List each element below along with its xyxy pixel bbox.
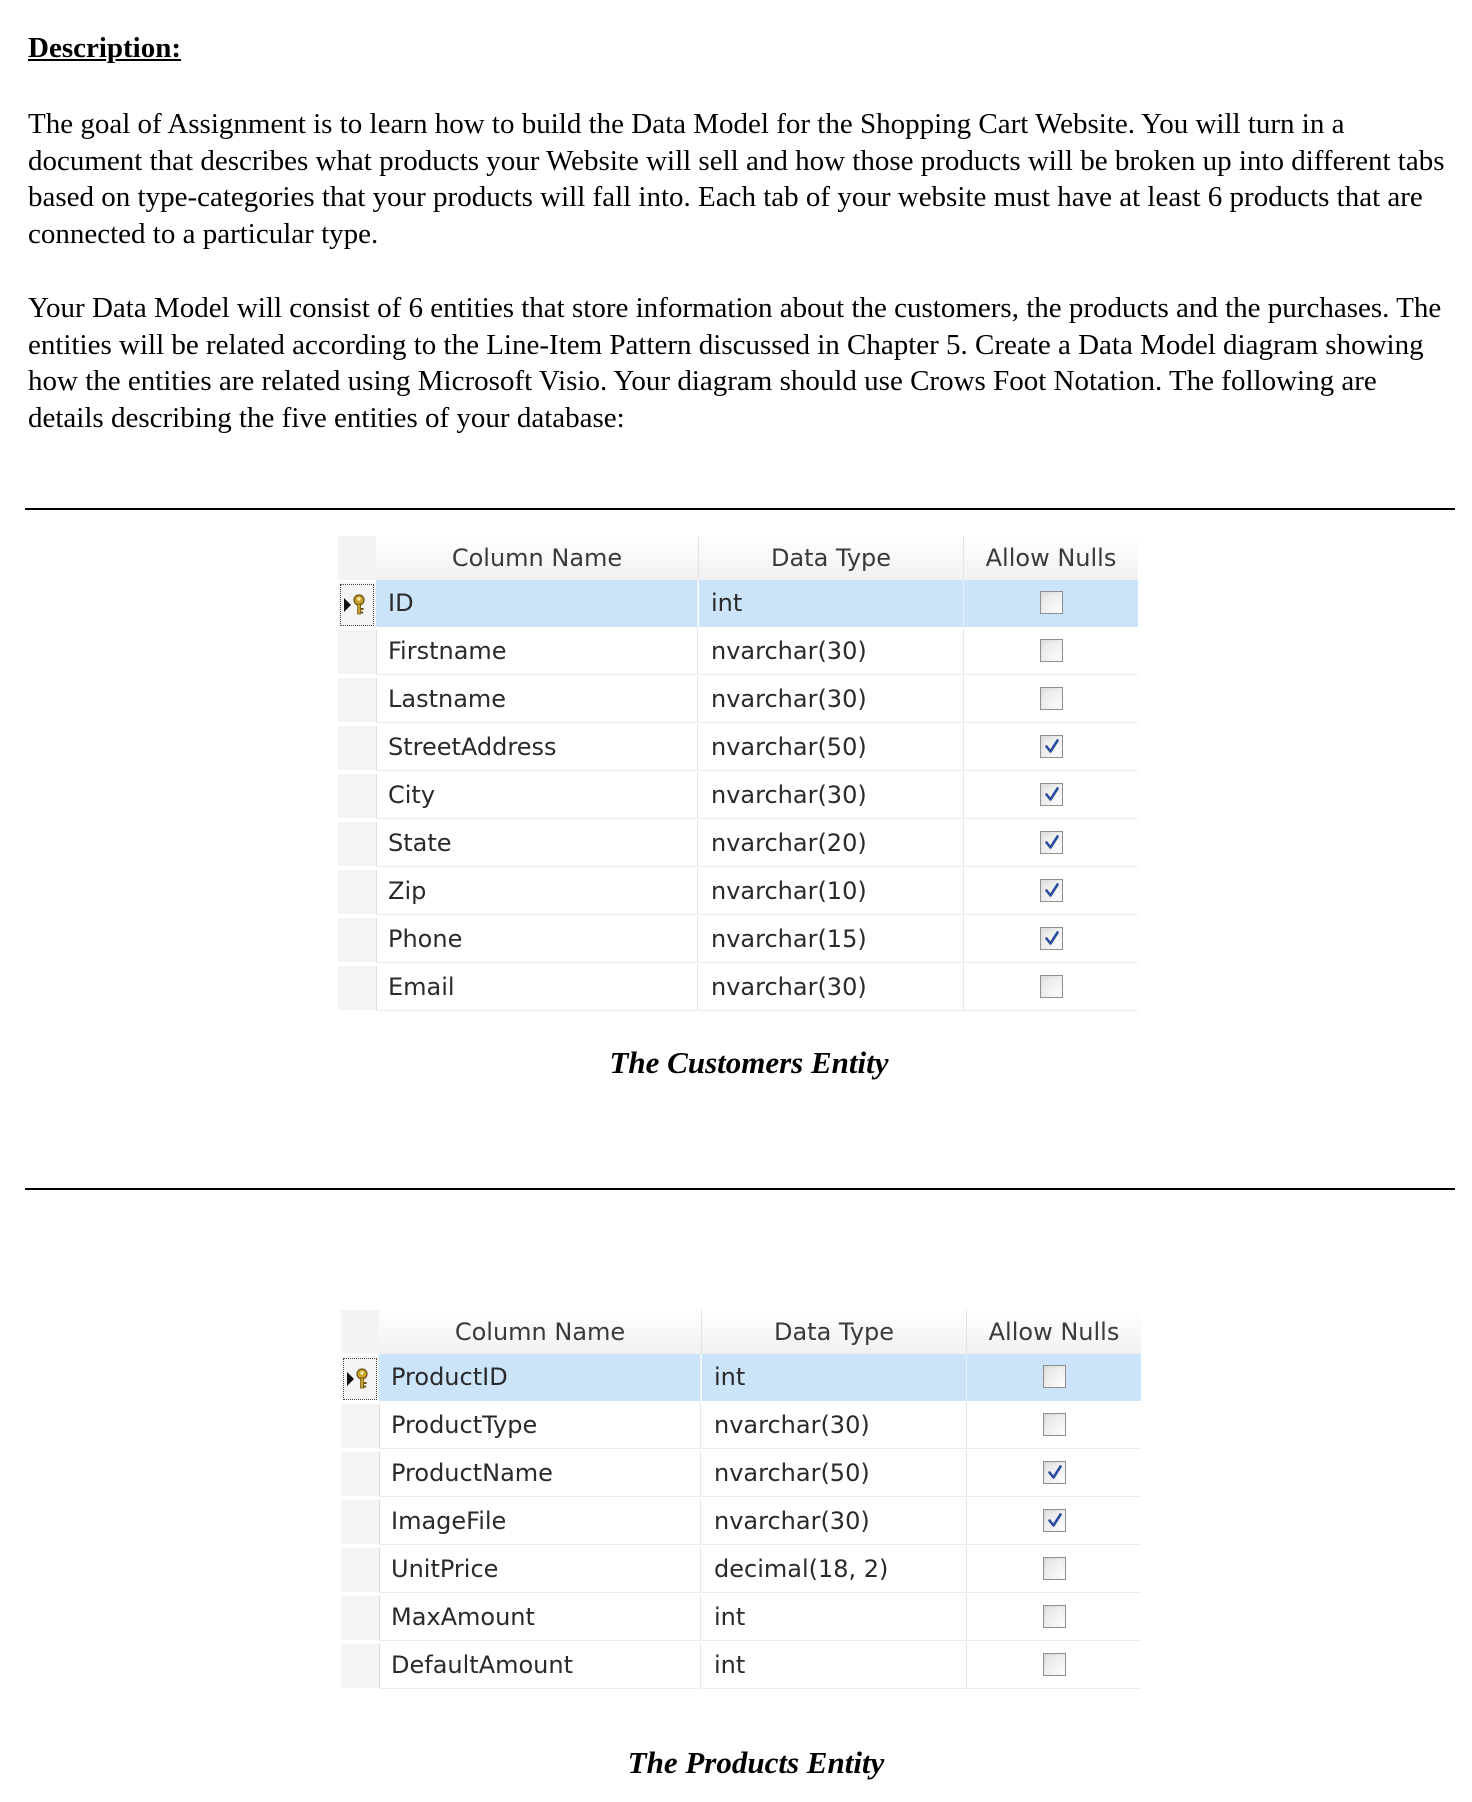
allow-nulls-checkbox-checked[interactable]	[1040, 783, 1063, 806]
allow-nulls-checkbox-checked[interactable]	[1040, 879, 1063, 902]
products-entity-caption: The Products Entity	[627, 1745, 885, 1780]
allow-nulls-checkbox-checked[interactable]	[1040, 735, 1063, 758]
column-name-cell[interactable]: Email	[376, 964, 698, 1011]
allow-nulls-cell	[967, 1498, 1141, 1545]
row-selector[interactable]	[338, 966, 377, 1010]
data-type-cell[interactable]: nvarchar(30)	[702, 1402, 967, 1449]
allow-nulls-checkbox[interactable]	[1043, 1605, 1066, 1628]
column-name-header: Column Name	[376, 536, 699, 581]
data-type-cell[interactable]: nvarchar(50)	[699, 724, 964, 771]
data-type-cell[interactable]: decimal(18, 2)	[702, 1546, 967, 1593]
allow-nulls-checkbox-checked[interactable]	[1043, 1509, 1066, 1532]
data-type-cell[interactable]: nvarchar(10)	[699, 868, 964, 915]
horizontal-divider	[25, 508, 1455, 510]
allow-nulls-header: Allow Nulls	[967, 1310, 1141, 1355]
column-name-cell[interactable]: City	[376, 772, 698, 819]
allow-nulls-cell	[964, 916, 1138, 963]
allow-nulls-cell	[964, 676, 1138, 723]
allow-nulls-cell	[964, 820, 1138, 867]
check-mark-icon	[1047, 1512, 1063, 1529]
data-type-cell[interactable]: nvarchar(20)	[699, 820, 964, 867]
row-selector[interactable]	[338, 630, 377, 674]
column-name-cell[interactable]: State	[376, 820, 698, 867]
data-type-header: Data Type	[699, 536, 964, 581]
data-type-cell[interactable]: nvarchar(30)	[699, 628, 964, 675]
column-name-cell[interactable]: StreetAddress	[376, 724, 698, 771]
column-name-cell[interactable]: Lastname	[376, 676, 698, 723]
column-name-cell[interactable]: Phone	[376, 916, 698, 963]
allow-nulls-checkbox-checked[interactable]	[1043, 1461, 1066, 1484]
row-selector[interactable]	[341, 1548, 380, 1592]
row-selector[interactable]	[338, 774, 377, 818]
description-paragraph: The goal of Assignment is to learn how to build the Data Model for the Shopping Cart Website. You will turn in a document that describes what products your Website will sell and how those products will be broken up into different tabs based on type-categories that your products will fall into. Each tab of your website must have at least 6 products that are connected to a particular type.	[28, 108, 1445, 250]
allow-nulls-checkbox[interactable]	[1040, 639, 1063, 662]
column-name-cell[interactable]: ProductName	[379, 1450, 701, 1497]
allow-nulls-cell	[964, 628, 1138, 675]
column-name-cell[interactable]: ID	[376, 580, 698, 627]
data-type-cell[interactable]: nvarchar(15)	[699, 916, 964, 963]
data-type-cell[interactable]: nvarchar(30)	[702, 1498, 967, 1545]
data-type-cell[interactable]: nvarchar(30)	[699, 964, 964, 1011]
allow-nulls-cell	[967, 1450, 1141, 1497]
row-selector[interactable]	[341, 1500, 380, 1544]
allow-nulls-checkbox[interactable]	[1040, 591, 1063, 614]
data-type-header: Data Type	[702, 1310, 967, 1355]
row-selector[interactable]	[338, 918, 377, 962]
row-selector[interactable]	[341, 1644, 380, 1688]
data-type-cell[interactable]: int	[702, 1642, 967, 1689]
check-mark-icon	[1044, 786, 1060, 803]
allow-nulls-cell	[964, 868, 1138, 915]
allow-nulls-checkbox[interactable]	[1043, 1653, 1066, 1676]
column-name-cell[interactable]: Firstname	[376, 628, 698, 675]
allow-nulls-checkbox[interactable]	[1043, 1413, 1066, 1436]
allow-nulls-checkbox[interactable]	[1043, 1365, 1066, 1388]
row-selector-header	[341, 1310, 379, 1354]
check-mark-icon	[1044, 930, 1060, 947]
row-selector[interactable]	[338, 822, 377, 866]
column-name-header: Column Name	[379, 1310, 702, 1355]
allow-nulls-cell	[964, 964, 1138, 1011]
data-type-cell[interactable]: int	[702, 1354, 967, 1401]
row-selector[interactable]	[341, 1452, 380, 1496]
row-selector-header	[338, 536, 376, 580]
primary-key-icon	[343, 593, 371, 617]
column-name-cell[interactable]: DefaultAmount	[379, 1642, 701, 1689]
allow-nulls-cell	[967, 1642, 1141, 1689]
row-selector[interactable]	[338, 726, 377, 770]
column-name-cell[interactable]: Zip	[376, 868, 698, 915]
data-type-cell[interactable]: nvarchar(30)	[699, 772, 964, 819]
description-paragraph: Your Data Model will consist of 6 entities that store information about the customers, the products and the purchases. The entities will be related according to the Line-Item Pattern discussed in Chapter 5. Create a Data Model diagram showing how the entities are related using Microsoft Visio. Your diagram should use Crows Foot Notation. The following are details describing the five entities of your database:	[28, 292, 1442, 434]
allow-nulls-cell	[967, 1546, 1141, 1593]
data-type-cell[interactable]: nvarchar(50)	[702, 1450, 967, 1497]
column-name-cell[interactable]: UnitPrice	[379, 1546, 701, 1593]
description-heading: Description:	[28, 32, 182, 64]
data-type-cell[interactable]: int	[699, 580, 964, 627]
row-selector[interactable]	[338, 582, 377, 626]
allow-nulls-checkbox[interactable]	[1040, 975, 1063, 998]
allow-nulls-cell	[964, 580, 1138, 627]
allow-nulls-cell	[967, 1354, 1141, 1401]
check-mark-icon	[1047, 1464, 1063, 1481]
column-name-cell[interactable]: ProductID	[379, 1354, 701, 1401]
data-type-cell[interactable]: int	[702, 1594, 967, 1641]
allow-nulls-cell	[964, 724, 1138, 771]
customers-entity-caption: The Customers Entity	[609, 1045, 889, 1080]
allow-nulls-cell	[964, 772, 1138, 819]
allow-nulls-checkbox-checked[interactable]	[1040, 831, 1063, 854]
column-name-cell[interactable]: MaxAmount	[379, 1594, 701, 1641]
row-selector[interactable]	[338, 870, 377, 914]
column-name-cell[interactable]: ImageFile	[379, 1498, 701, 1545]
row-selector[interactable]	[341, 1404, 380, 1448]
primary-key-icon	[346, 1367, 374, 1391]
row-selector[interactable]	[341, 1596, 380, 1640]
row-selector[interactable]	[338, 678, 377, 722]
horizontal-divider	[25, 1188, 1455, 1190]
allow-nulls-checkbox-checked[interactable]	[1040, 927, 1063, 950]
allow-nulls-checkbox[interactable]	[1040, 687, 1063, 710]
allow-nulls-checkbox[interactable]	[1043, 1557, 1066, 1580]
check-mark-icon	[1044, 738, 1060, 755]
allow-nulls-cell	[967, 1594, 1141, 1641]
allow-nulls-cell	[967, 1402, 1141, 1449]
column-name-cell[interactable]: ProductType	[379, 1402, 701, 1449]
allow-nulls-header: Allow Nulls	[964, 536, 1138, 581]
check-mark-icon	[1044, 882, 1060, 899]
data-type-cell[interactable]: nvarchar(30)	[699, 676, 964, 723]
row-selector[interactable]	[341, 1356, 380, 1400]
check-mark-icon	[1044, 834, 1060, 851]
